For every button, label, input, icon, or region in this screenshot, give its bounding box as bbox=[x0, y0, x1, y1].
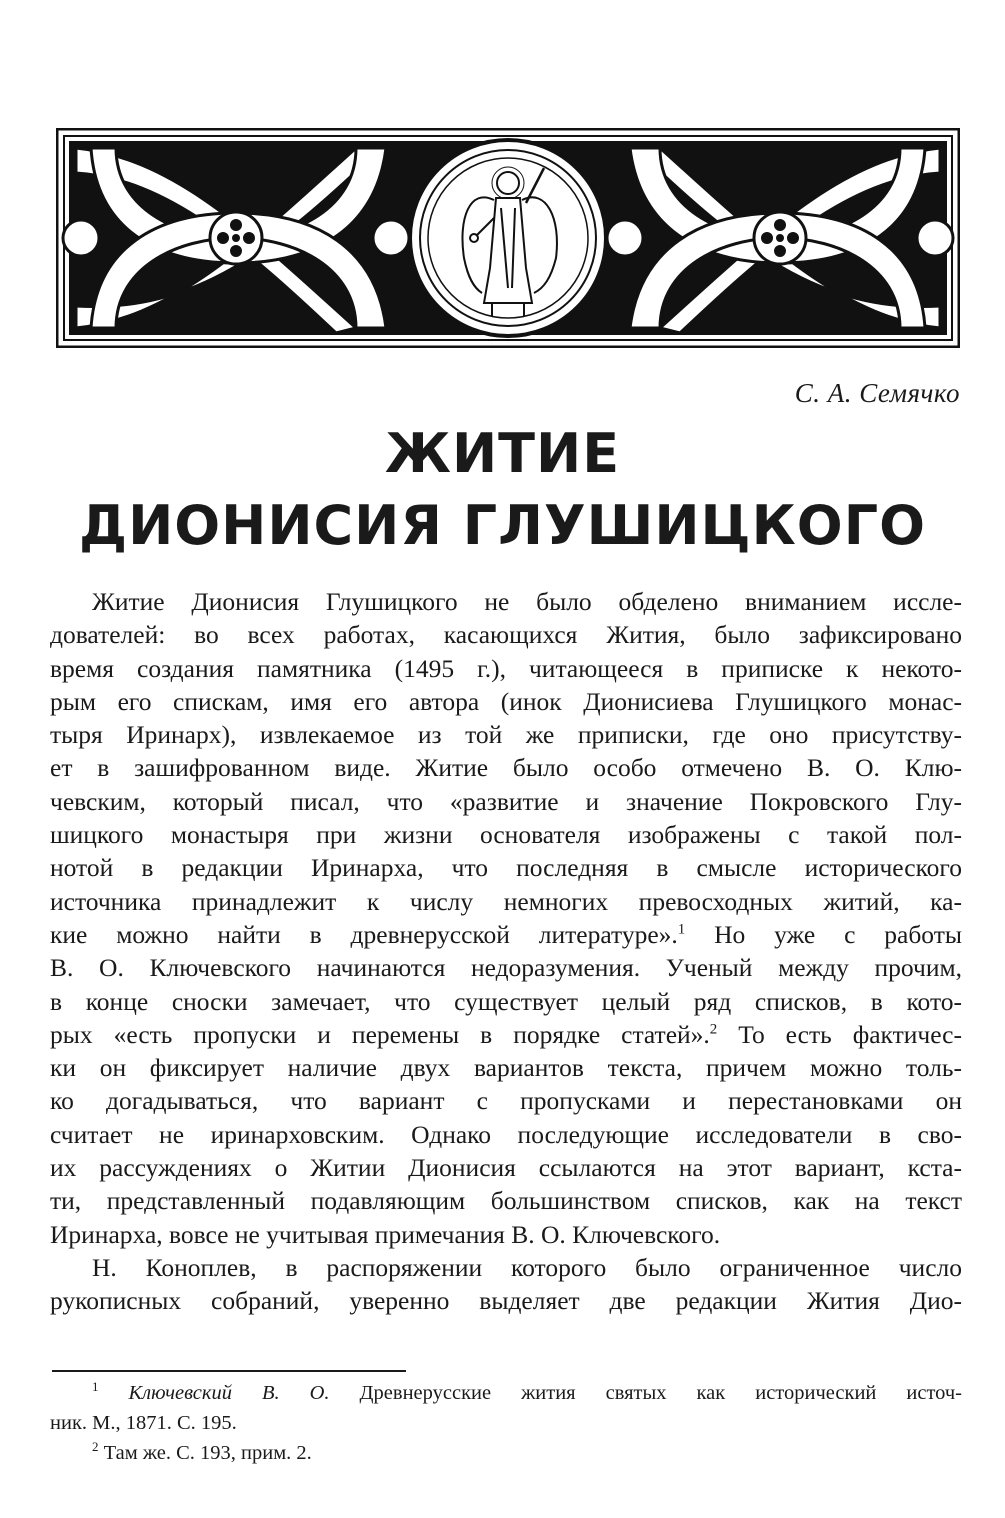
footnote-1-author: Ключевский В. О. bbox=[128, 1382, 330, 1404]
footnote-ref-1[interactable]: 1 bbox=[677, 921, 686, 938]
footnotes bbox=[50, 1378, 962, 1468]
text-segment: кие можно найти в древнерусской литературе». bbox=[50, 919, 678, 949]
text-line-with-footnote-1 bbox=[50, 918, 962, 951]
text-line: шицкого монастыря при жизни основателя изображены с такой пол- bbox=[50, 820, 962, 850]
text-line: Н. Коноплев, в распоряжении которого было ограниченное число bbox=[92, 1252, 962, 1282]
title-line-1: ЖИТИЕ bbox=[384, 422, 621, 485]
text-segment: Но уже с работы bbox=[685, 919, 962, 949]
text-line: считает не иринарховским. Однако последующие исследователи в сво- bbox=[50, 1119, 962, 1149]
text-line: чевским, который писал, что «развитие и значение Покровского Глу- bbox=[50, 786, 962, 816]
text-segment: рых «есть пропуски и перемены в порядке статей». bbox=[50, 1019, 710, 1049]
ornamental-headpiece bbox=[56, 128, 960, 348]
footnote-1 bbox=[50, 1378, 962, 1408]
text-line: нотой в редакции Иринарха, что последняя в смысле исторического bbox=[50, 853, 962, 883]
footnote-2 bbox=[50, 1438, 962, 1468]
text-segment: То есть фактичес- bbox=[717, 1019, 962, 1049]
text-line: источника принадлежит к числу немногих превосходных житий, ка- bbox=[50, 886, 962, 916]
text-line: ти, представленный подавляющим большинством списков, как на текст bbox=[50, 1186, 962, 1216]
text-line: рукописных собраний, уверенно выделяет две редакции Жития Дио- bbox=[50, 1286, 962, 1316]
text-line: Житие Дионисия Глушицкого не было обделено вниманием иссле- bbox=[92, 587, 962, 616]
text-line: ет в зашифрованном виде. Житие было особо отмечено В. О. Клю- bbox=[50, 753, 962, 783]
article-body bbox=[50, 585, 962, 1318]
article-title bbox=[0, 418, 1005, 562]
footnote-1-continuation: ник. М., 1871. С. 195. bbox=[50, 1412, 237, 1434]
text-line: в конце сноски замечает, что существует целый ряд списков, в кото- bbox=[50, 986, 962, 1016]
text-line: дователей: во всех работах, касающихся Жития, было зафиксировано bbox=[50, 620, 962, 650]
text-line: ко догадываться, что вариант с пропусками и перестановками он bbox=[50, 1086, 962, 1116]
text-line: тыря Иринарх), извлекаемое из той же приписки, где оно присутству- bbox=[50, 720, 962, 750]
footnote-1-mark: 1 bbox=[92, 1379, 99, 1395]
author-name: С. А. Семячко bbox=[794, 378, 960, 408]
footnote-2-text: Там же. С. 193, прим. 2. bbox=[103, 1442, 312, 1464]
footnote-ref-2[interactable]: 2 bbox=[709, 1021, 718, 1038]
title-line-2: ДИОНИСИЯ ГЛУШИЦКОГО bbox=[78, 494, 927, 557]
text-line: время создания памятника (1495 г.), читающееся в приписке к некото- bbox=[50, 653, 962, 683]
text-line: их рассуждениях о Житии Дионисия ссылаются на этот вариант, кста- bbox=[50, 1153, 962, 1183]
ornament-graphic bbox=[56, 128, 960, 348]
text-line: В. О. Ключевского начинаются недоразумения. Ученый между прочим, bbox=[50, 953, 962, 983]
text-line: ки он фиксирует наличие двух вариантов текста, причем можно толь- bbox=[50, 1053, 962, 1083]
footnote-1-text: Древнерусские жития святых как исторический источ- bbox=[329, 1382, 963, 1404]
text-line: рым его спискам, имя его автора (инок Дионисиева Глушицкого монас- bbox=[50, 686, 962, 716]
text-line: Иринарха, вовсе не учитывая примечания В. О. Ключевского. bbox=[50, 1219, 721, 1249]
text-line-with-footnote-2 bbox=[50, 1018, 962, 1051]
footnote-2-mark: 2 bbox=[92, 1439, 99, 1455]
footnote-divider bbox=[52, 1370, 406, 1372]
